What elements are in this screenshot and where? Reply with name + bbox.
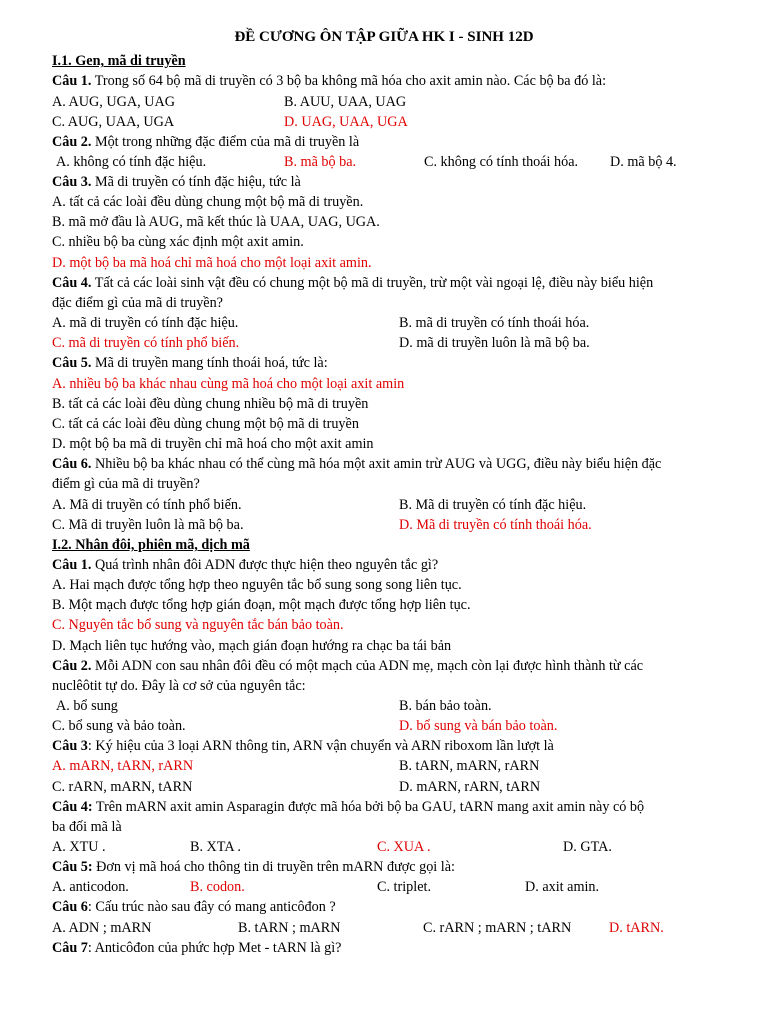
question-text: : Anticôđon của phức hợp Met - tARN là gì?: [87, 940, 342, 956]
document-title: ĐỀ CƯƠNG ÔN TẬP GIỮA HK I - SINH 12D: [234, 29, 534, 45]
option: D. axit amin.: [525, 879, 600, 895]
option: B. XTA .: [190, 839, 241, 855]
option: A. không có tính đặc hiệu.: [56, 154, 207, 170]
option: A. AUG, UGA, UAG: [52, 94, 175, 110]
option: C. Mã di truyền luôn là mã bộ ba.: [52, 517, 244, 533]
option: C. rARN ; mARN ; tARN: [423, 920, 572, 936]
option: A. anticodon.: [52, 879, 129, 895]
correct-option: B. codon.: [190, 879, 245, 895]
question-1-4: [52, 275, 732, 292]
question-2-3: [52, 738, 732, 755]
correct-option: D. UAG, UAA, UGA: [284, 114, 408, 130]
option: D. mã di truyền luôn là mã bộ ba.: [399, 335, 590, 351]
correct-option: D. một bộ ba mã hoá chỉ mã hoá cho một loại axit amin.: [52, 255, 372, 271]
option: A. ADN ; mARN: [52, 920, 152, 936]
option: B. Mã di truyền có tính đặc hiệu.: [399, 497, 587, 513]
question-2-7: [52, 940, 732, 957]
section-heading-2: I.2. Nhân đôi, phiên mã, dịch mã: [52, 537, 250, 553]
question-2-5: [52, 859, 732, 876]
option: B. tARN ; mARN: [238, 920, 341, 936]
section-heading-1: I.1. Gen, mã di truyền: [52, 53, 186, 69]
question-text: Đơn vị mã hoá cho thông tin di truyền trên mARN được gọi là:: [92, 859, 455, 875]
question-label: Câu 1.: [52, 73, 92, 89]
question-label: Câu 5.: [52, 355, 92, 371]
option: D. Mạch liên tục hướng vào, mạch gián đoạn hướng ra chạc ba tái bản: [52, 638, 452, 654]
question-label: Câu 3.: [52, 174, 92, 190]
option: C. bổ sung và bảo toàn.: [52, 718, 186, 734]
option: B. Một mạch được tổng hợp gián đoạn, một mạch được tổng hợp liên tục.: [52, 597, 471, 613]
option: C. AUG, UAA, UGA: [52, 114, 175, 130]
question-1-6: [52, 456, 732, 473]
question-label: Câu 4.: [52, 275, 92, 291]
correct-option: C. Nguyên tắc bổ sung và nguyên tắc bán bảo toàn.: [52, 617, 344, 633]
question-text: Mã di truyền mang tính thoái hoá, tức là:: [91, 355, 328, 371]
option: D. mARN, rARN, tARN: [399, 779, 541, 795]
question-label: Câu 7: [52, 940, 88, 956]
correct-option: D. bổ sung và bán bảo toàn.: [399, 718, 558, 734]
correct-option: A. nhiều bộ ba khác nhau cùng mã hoá cho một loại axit amin: [52, 376, 405, 392]
option: A. Hai mạch được tổng hợp theo nguyên tắc bổ sung song song liên tục.: [52, 577, 462, 593]
correct-option: C. XUA .: [377, 839, 431, 855]
option: C. triplet.: [377, 879, 431, 895]
question-text: Quá trình nhân đôi ADN được thực hiện theo nguyên tắc gì?: [91, 557, 439, 573]
question-text: Nhiều bộ ba khác nhau có thể cùng mã hóa một axit amin trừ AUG và UGG, điều này biểu hiện đặc: [91, 456, 662, 472]
question-text: Một trong những đặc điểm của mã di truyền là: [91, 134, 360, 150]
question-label: Câu 4:: [52, 799, 93, 815]
question-text: Trên mARN axit amin Asparagin được mã hóa bởi bộ ba GAU, tARN mang axit amin này có bộ: [92, 799, 645, 815]
question-text: : Ký hiệu của 3 loại ARN thông tin, ARN vận chuyển và ARN riboxom lần lượt là: [87, 738, 554, 754]
question-text: Mỗi ADN con sau nhân đôi đều có một mạch của ADN mẹ, mạch còn lại được hình thành từ các: [91, 658, 644, 674]
question-1-5: [52, 355, 732, 372]
option: A. tất cả các loài đều dùng chung một bộ mã di truyền.: [52, 194, 364, 210]
question-1-3: [52, 174, 732, 191]
option: A. bổ sung: [56, 698, 118, 714]
option: D. mã bộ 4.: [610, 154, 677, 170]
option: B. bán bảo toàn.: [399, 698, 492, 714]
correct-option: D. Mã di truyền có tính thoái hóa.: [399, 517, 592, 533]
option: B. AUU, UAA, UAG: [284, 94, 407, 110]
question-2-2: [52, 658, 732, 675]
correct-option: A. mARN, tARN, rARN: [52, 758, 194, 774]
question-text: : Cấu trúc nào sau đây có mang anticôđon ?: [87, 899, 336, 915]
question-label: Câu 6: [52, 899, 88, 915]
option: C. tất cả các loài đều dùng chung một bộ mã di truyền: [52, 416, 359, 432]
option: D. một bộ ba mã di truyền chỉ mã hoá cho một axit amin: [52, 436, 374, 452]
question-1-1: [52, 73, 732, 90]
question-label: Câu 2.: [52, 658, 92, 674]
option: C. không có tính thoái hóa.: [424, 154, 579, 170]
question-label: Câu 3: [52, 738, 88, 754]
question-text: Trong số 64 bộ mã di truyền có 3 bộ ba không mã hóa cho axit amin nào. Các bộ ba đó là:: [91, 73, 607, 89]
option: A. XTU .: [52, 839, 106, 855]
question-label: Câu 2.: [52, 134, 92, 150]
option: D. GTA.: [563, 839, 612, 855]
option: B. mã mở đầu là AUG, mã kết thúc là UAA, UAG, UGA.: [52, 214, 380, 230]
option: C. rARN, mARN, tARN: [52, 779, 193, 795]
question-2-4: [52, 799, 732, 816]
correct-option: B. mã bộ ba.: [284, 154, 357, 170]
question-label: Câu 1.: [52, 557, 92, 573]
option: B. mã di truyền có tính thoái hóa.: [399, 315, 590, 331]
question-text: Mã di truyền có tính đặc hiệu, tức là: [91, 174, 301, 190]
question-text-cont: đặc điểm gì của mã di truyền?: [52, 295, 223, 311]
question-2-6: [52, 899, 732, 916]
question-text-cont: nuclêôtit tự do. Đây là cơ sở của nguyên tắc:: [52, 678, 306, 694]
question-text: Tất cả các loài sinh vật đều có chung một bộ mã di truyền, trừ một vài ngoại lệ, điều này biểu hiện: [91, 275, 654, 291]
option: C. nhiều bộ ba cùng xác định một axit amin.: [52, 234, 304, 250]
question-text-cont: điểm gì của mã di truyền?: [52, 476, 200, 492]
question-2-1: [52, 557, 732, 574]
option: A. Mã di truyền có tính phổ biến.: [52, 497, 242, 513]
question-text-cont: ba đối mã là: [52, 819, 122, 835]
option: B. tARN, mARN, rARN: [399, 758, 540, 774]
option: A. mã di truyền có tính đặc hiệu.: [52, 315, 239, 331]
correct-option: D. tARN.: [609, 920, 664, 936]
question-label: Câu 6.: [52, 456, 92, 472]
question-label: Câu 5:: [52, 859, 93, 875]
question-1-2: [52, 134, 732, 151]
option: B. tất cả các loài đều dùng chung nhiều bộ mã di truyền: [52, 396, 369, 412]
correct-option: C. mã di truyền có tính phổ biến.: [52, 335, 240, 351]
